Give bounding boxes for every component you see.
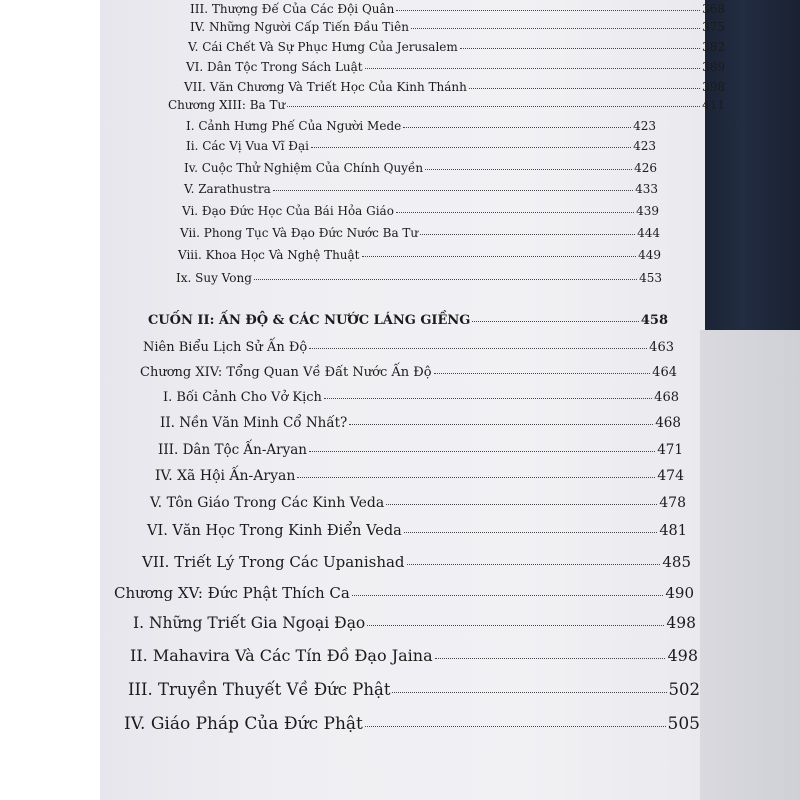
toc-entry-title: I. Những Triết Gia Ngoại Đạo bbox=[133, 614, 366, 632]
toc-entry-title: Niên Biểu Lịch Sử Ấn Độ bbox=[143, 340, 308, 355]
toc-entry-page: 505 bbox=[667, 714, 700, 734]
toc-entry-page: 449 bbox=[638, 248, 661, 262]
toc-entry-page: 444 bbox=[637, 226, 660, 240]
toc-entry bbox=[150, 495, 686, 511]
toc-leader bbox=[349, 424, 653, 425]
toc-leader bbox=[297, 477, 655, 478]
toc-entry-title: Vi. Đạo Đức Học Của Bái Hỏa Giáo bbox=[182, 204, 394, 218]
toc-entry bbox=[143, 340, 674, 355]
toc-leader bbox=[362, 256, 637, 257]
toc-entry-page: 485 bbox=[662, 553, 691, 571]
toc-entry-title: V. Zarathustra bbox=[184, 182, 271, 196]
toc-entry bbox=[190, 2, 725, 16]
toc-entry bbox=[188, 40, 725, 54]
toc-entry bbox=[184, 161, 657, 175]
toc-entry-page: 498 bbox=[666, 614, 696, 632]
toc-entry-page: 463 bbox=[649, 340, 674, 355]
toc-leader bbox=[365, 68, 700, 69]
toc-entry-title: VI. Dân Tộc Trong Sách Luật bbox=[186, 60, 363, 74]
toc-entry-title: Ix. Suy Vong bbox=[176, 271, 252, 285]
toc-entry-page: 433 bbox=[635, 182, 658, 196]
toc-entry bbox=[163, 390, 679, 405]
toc-leader bbox=[386, 504, 657, 505]
toc-entry-title: IV. Những Người Cấp Tiến Đầu Tiên bbox=[190, 20, 409, 34]
toc-entry-title: Viii. Khoa Học Và Nghệ Thuật bbox=[178, 248, 360, 262]
toc-entry bbox=[168, 98, 725, 112]
toc-entry-page: 468 bbox=[654, 390, 679, 405]
toc-entry-page: 439 bbox=[636, 204, 659, 218]
toc-entry-page: 464 bbox=[652, 365, 677, 380]
toc-entry-title: Chương XV: Đức Phật Thích Ca bbox=[114, 584, 350, 602]
toc-entry-page: 398 bbox=[702, 80, 725, 94]
toc-entry-title: VII. Văn Chương Và Triết Học Của Kinh Thánh bbox=[184, 80, 467, 94]
toc-entry-page: 453 bbox=[639, 271, 662, 285]
toc-entry bbox=[186, 139, 656, 153]
toc-entry-page: 490 bbox=[665, 584, 694, 602]
toc-entry bbox=[155, 468, 684, 484]
toc-entry-title: II. Nền Văn Minh Cổ Nhất? bbox=[160, 415, 348, 431]
toc-leader bbox=[411, 28, 700, 29]
toc-entry bbox=[182, 204, 659, 218]
toc-entry-title: II. Mahavira Và Các Tín Đồ Đạo Jaina bbox=[130, 646, 433, 665]
toc-leader bbox=[435, 658, 666, 659]
toc-entry-title: IV. Giáo Pháp Của Đức Phật bbox=[124, 714, 363, 734]
toc-entry-title: V. Tôn Giáo Trong Các Kinh Veda bbox=[150, 495, 385, 511]
toc-entry-title: III. Truyền Thuyết Về Đức Phật bbox=[128, 680, 391, 699]
toc-leader bbox=[425, 169, 632, 170]
toc-entry bbox=[114, 584, 694, 602]
toc-leader bbox=[254, 279, 637, 280]
toc-entry bbox=[180, 226, 660, 240]
toc-leader bbox=[460, 48, 700, 49]
toc-entry-title: CUỐN II: ẤN ĐỘ & CÁC NƯỚC LÁNG GIỀNG bbox=[148, 313, 471, 328]
toc-entry-page: 481 bbox=[659, 523, 687, 539]
toc-entry-title: VI. Văn Học Trong Kinh Điển Veda bbox=[147, 523, 402, 539]
toc-entry-page: 471 bbox=[657, 442, 683, 458]
toc-leader bbox=[365, 726, 666, 727]
toc-entry bbox=[176, 271, 662, 285]
toc-entry bbox=[190, 20, 725, 34]
toc-leader bbox=[311, 147, 631, 148]
toc-part-heading bbox=[148, 313, 668, 328]
toc-leader bbox=[324, 398, 652, 399]
toc-leader bbox=[404, 532, 658, 533]
toc-leader bbox=[309, 348, 647, 349]
toc-leader bbox=[420, 234, 635, 235]
toc-entry-page: 458 bbox=[640, 313, 668, 328]
toc-entry-title: Ii. Các Vị Vua Vĩ Đại bbox=[186, 139, 309, 153]
toc-entry-title: Chương XIV: Tổng Quan Về Đất Nước Ấn Độ bbox=[140, 365, 432, 380]
toc-entry-page: 474 bbox=[657, 468, 684, 484]
toc-leader bbox=[287, 106, 700, 107]
toc-entry-title: V. Cái Chết Và Sự Phục Hưng Của Jerusalem bbox=[188, 40, 458, 54]
toc-entry bbox=[178, 248, 661, 262]
toc-entry bbox=[160, 415, 681, 431]
toc-leader bbox=[434, 373, 651, 374]
toc-entry-page: 423 bbox=[633, 119, 656, 133]
toc-leader bbox=[396, 10, 700, 11]
toc-entry-page: 478 bbox=[659, 495, 686, 511]
toc-entry bbox=[147, 523, 687, 539]
toc-entry-page: 502 bbox=[668, 680, 700, 699]
toc-entry bbox=[186, 60, 725, 74]
toc-entry-title: III. Thượng Đế Của Các Đội Quân bbox=[190, 2, 395, 16]
toc-entry bbox=[140, 365, 677, 380]
toc-entry bbox=[128, 680, 700, 699]
toc-leader bbox=[396, 212, 634, 213]
toc-entry-title: Chương XIII: Ba Tư bbox=[168, 98, 286, 112]
toc-leader bbox=[469, 88, 700, 89]
toc-entry-title: IV. Xã Hội Ấn-Aryan bbox=[155, 468, 296, 484]
toc-entry-page: 375 bbox=[702, 20, 725, 34]
toc-leader bbox=[472, 321, 638, 322]
toc-entry bbox=[133, 614, 696, 632]
toc-leader bbox=[352, 595, 664, 596]
toc-entry-page: 423 bbox=[633, 139, 656, 153]
toc-entry-page: 368 bbox=[702, 2, 725, 16]
toc-entry-title: VII. Triết Lý Trong Các Upanishad bbox=[142, 553, 405, 571]
toc-leader bbox=[403, 127, 631, 128]
toc-entry-page: 382 bbox=[702, 40, 725, 54]
toc-entry bbox=[142, 553, 691, 571]
toc-entry bbox=[184, 80, 725, 94]
toc-entry-page: 426 bbox=[634, 161, 657, 175]
toc-leader bbox=[367, 625, 664, 626]
toc-leader bbox=[273, 190, 633, 191]
toc-entry-page: 389 bbox=[702, 60, 725, 74]
toc-leader bbox=[309, 451, 655, 452]
toc-entry bbox=[130, 646, 698, 665]
toc-entry bbox=[124, 714, 700, 734]
toc-leader bbox=[392, 692, 666, 693]
toc-entry bbox=[184, 182, 658, 196]
toc-entry-title: I. Bối Cảnh Cho Vở Kịch bbox=[163, 390, 322, 405]
toc-entry-page: 411 bbox=[702, 98, 725, 112]
toc-entry-page: 498 bbox=[667, 646, 698, 665]
toc-entry bbox=[158, 442, 683, 458]
toc-entry-page: 468 bbox=[655, 415, 681, 431]
background-surface bbox=[700, 330, 800, 800]
toc-entry-title: Iv. Cuộc Thử Nghiệm Của Chính Quyền bbox=[184, 161, 424, 175]
toc-entry bbox=[186, 119, 656, 133]
toc-entry-title: III. Dân Tộc Ấn-Aryan bbox=[158, 442, 308, 458]
toc-entry-title: I. Cảnh Hưng Phế Của Người Mede bbox=[186, 119, 402, 133]
toc-leader bbox=[407, 564, 661, 565]
toc-entry-title: Vii. Phong Tục Và Đạo Đức Nước Ba Tư bbox=[180, 226, 419, 240]
